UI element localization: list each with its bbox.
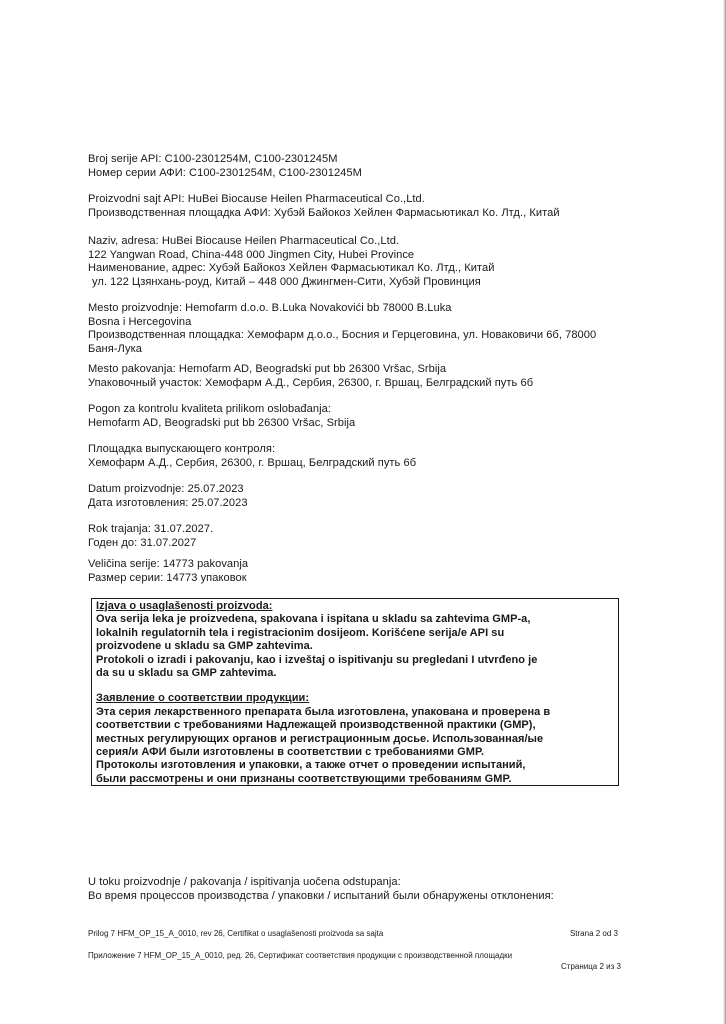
footer-sr-page: Strana 2 od 3 [569, 929, 618, 938]
declaration-sr-line-1: Ova serija leka je proizvedena, spakovana i ispitana u skladu sa zahtevima GMP-a, [96, 613, 531, 626]
expiry-sr: Rok trajanja: 31.07.2027. [88, 523, 214, 535]
packaging-site-section [88, 363, 688, 390]
deviations-section [88, 876, 688, 903]
declaration-ru-line-1: Эта серия лекарственного препарата была изготовлена, упакована и проверена в [96, 705, 551, 718]
expiry-section [88, 523, 688, 550]
quality-control-ru-2: Хемофарм А.Д., Сербия, 26300, г. Вршац, Белградский путь 6б [88, 456, 417, 469]
declaration-sr-line-2: lokalnih regulatornih tela i registracionim dosijeom. Korišćene serija/e API su [96, 626, 505, 639]
api-site-ru: Производственная площадка АФИ: Хубэй Байокоз Хейлен Фармасьютикал Ко. Лтд., Китай [88, 206, 560, 219]
quality-control-ru-section [88, 443, 688, 470]
footer-ru-text: Приложение 7 HFM_OP_15_A_0010, ред. 26, Сертификат соответствия продукции с производственной площадки [88, 951, 513, 960]
packaging-site-sr: Mesto pakovanja: Hemofarm AD, Beogradski put bb 26300 Vršac, Srbija [88, 363, 447, 375]
declaration-spacer [96, 680, 612, 692]
quality-control-ru-1: Площадка выпускающего контроля: [88, 443, 276, 455]
declaration-sr-line-4: Protokoli o izradi i pakovanju, kao i izveštaj o ispitivanju su pregledani I utvrđeno je [96, 653, 538, 666]
batch-size-section [88, 558, 688, 585]
manufacturing-site-sr-1: Mesto proizvodnje: Hemofarm d.o.o. B.Luka Novakovići bb 78000 B.Luka [88, 302, 452, 314]
batch-size-ru: Размер серии: 14773 упаковок [88, 571, 247, 584]
name-address-section [88, 235, 688, 289]
api-batch-ru: Номер серии АФИ: C100-2301254M, C100-2301245M [88, 166, 362, 179]
api-site-section [88, 193, 688, 220]
quality-control-sr-2: Hemofarm AD, Beogradski put bb 26300 Vršac, Srbija [88, 416, 356, 429]
declaration-ru-heading: Заявление о соответствии продукции: [96, 692, 310, 705]
name-address-ru-2: ул. 122 Цзянхань-роуд, Китай – 448 000 Джингмен-Сити, Хубэй Провинция [92, 275, 481, 288]
manufacturing-site-sr-2: Bosna i Hercegovina [88, 315, 192, 328]
name-address-ru-1: Наименование, адрес: Хубэй Байокоз Хейлен Фармасьютикал Ко. Лтд., Китай [88, 262, 495, 275]
manufacture-date-section [88, 483, 688, 510]
declaration-ru-line-4: серия/и АФИ были изготовлены в соответствии с требованиями GMP. [96, 746, 485, 759]
footer-ru [88, 950, 648, 972]
footer-ru-page: Страница 2 из 3 [561, 962, 621, 971]
footer-sr [88, 928, 648, 939]
quality-control-sr-1: Pogon za kontrolu kvaliteta prilikom oslobađanja: [88, 403, 331, 415]
expiry-ru: Годен до: 31.07.2027 [88, 536, 197, 549]
declaration-sr-heading: Izjava o usaglašenosti proizvoda: [96, 600, 273, 612]
api-batch-section [88, 153, 688, 180]
name-address-sr-2: 122 Yangwan Road, China-448 000 Jingmen City, Hubei Province [88, 248, 415, 261]
declaration-sr-line-5: da su u skladu sa GMP zahtevima. [96, 667, 277, 680]
footer-sr-text: Prilog 7 HFM_OP_15_A_0010, rev 26, Certifikat o usaglašenosti proizvoda sa sajta [88, 929, 384, 938]
manufacturing-site-section [88, 302, 688, 356]
manufacturing-site-ru-2: Баня-Лука [88, 342, 142, 355]
declaration-ru-line-3: местных регулирующих органов и регистрационным досье. Использованная/ые [96, 732, 544, 745]
deviations-ru: Во время процессов производства / упаковки / испытаний были обнаружены отклонения: [88, 889, 554, 902]
declaration-ru-line-5: Протоколы изготовления и упаковки, а также отчет о проведении испытаний, [96, 759, 526, 772]
name-address-sr-1: Naziv, adresa: HuBei Biocause Heilen Pharmaceutical Co.,Ltd. [88, 235, 400, 247]
declaration-ru-line-6: были рассмотрены и они признаны соответствующими требованиям GMP. [96, 772, 512, 785]
batch-size-sr: Veličina serije: 14773 pakovanja [88, 558, 249, 570]
packaging-site-ru: Упаковочный участок: Хемофарм А.Д., Сербия, 26300, г. Вршац, Белградский путь 6б [88, 376, 534, 389]
declaration-ru-line-2: соответствии с требованиями Надлежащей производственной практики (GMP), [96, 719, 536, 732]
api-site-sr: Proizvodni sajt API: HuBei Biocause Heilen Pharmaceutical Co.,Ltd. [88, 193, 425, 205]
api-batch-sr: Broj serije API: C100-2301254M, C100-2301245M [88, 153, 338, 165]
quality-control-sr-section [88, 403, 688, 430]
declaration-sr-line-3: proizvodene u skladu sa GMP zahtevima. [96, 640, 313, 653]
manufacturing-site-ru-1: Производственная площадка: Хемофарм д.о.о., Босния и Герцеговина, ул. Новаковичи 6б, 78000 [88, 329, 597, 342]
manufacture-date-ru: Дата изготовления: 25.07.2023 [88, 496, 248, 509]
compliance-declaration-box [91, 598, 619, 786]
manufacture-date-sr: Datum proizvodnje: 25.07.2023 [88, 483, 244, 495]
deviations-sr: U toku proizvodnje / pakovanja / ispitivanja uočena odstupanja: [88, 876, 401, 888]
